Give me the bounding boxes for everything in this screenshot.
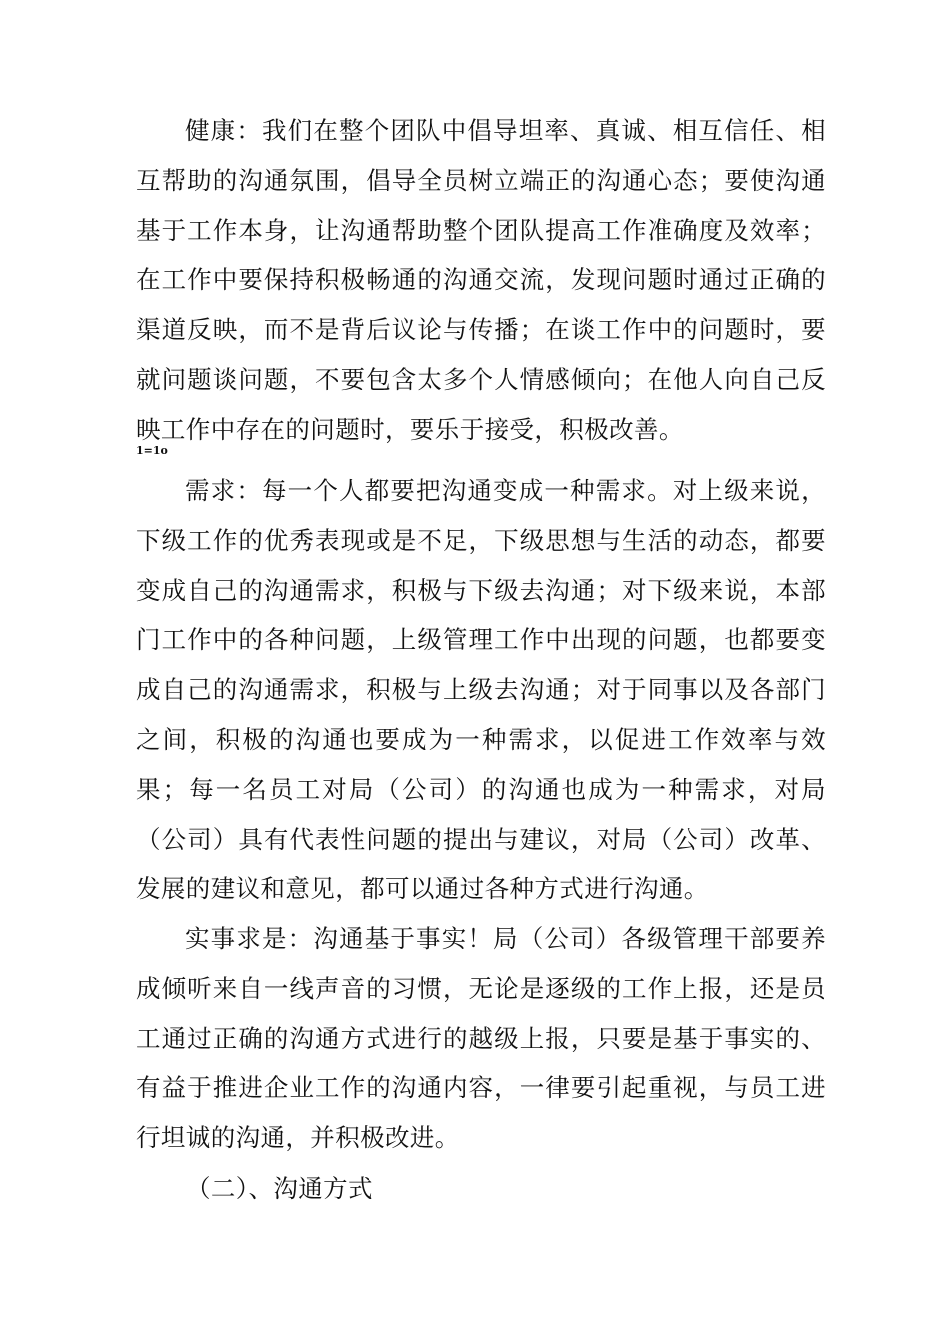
section-heading: （二）、沟通方式 <box>186 1174 373 1203</box>
paragraph-demand: 需求：每一个人都要把沟通变成一种需求。对上级来说，下级工作的优秀表现或是不足，下级思想与生活的动态，都要变成自己的沟通需求，积极与下级去沟通；对下级来说，本部门工作中的各种问题，上级管理工作中出现的问题，也都要变成自己的沟通需求，积极与上级去沟通；对于同事以及各部门之间，积极的沟通也要成为一种需求，以促进工作效率与效果；每一名员工对局（公司）的沟通也成为一种需求，对局（公司）具有代表性问题的提出与建议，对局（公司）改革、发展的建议和意见，都可以通过各种方式进行沟通。 <box>136 476 826 904</box>
paragraph-health: 健康：我们在整个团队中倡导坦率、真诚、相互信任、相互帮助的沟通氛围，倡导全员树立端正的沟通心态；要使沟通基于工作本身，让沟通帮助整个团队提高工作准确度及效率；在工作中要保持积极畅通的沟通交流，发现问题时通过正确的渠道反映，而不是背后议论与传播；在谈工作中的问题时，要就问题谈问题，不要包含太多个人情感倾向；在他人向自己反映工作中存在的问题时，要乐于接受，积极改善。 <box>136 116 826 444</box>
paragraph-fact-based: 实事求是：沟通基于事实！局（公司）各级管理干部要养成倾听来自一线声音的习惯，无论是逐级的工作上报，还是员工通过正确的沟通方式进行的越级上报，只要是基于事实的、有益于推进企业工作的沟通内容，一律要引起重视，与员工进行坦诚的沟通，并积极改进。 <box>136 924 826 1153</box>
stray-marker-text: 1=1o <box>136 444 168 457</box>
